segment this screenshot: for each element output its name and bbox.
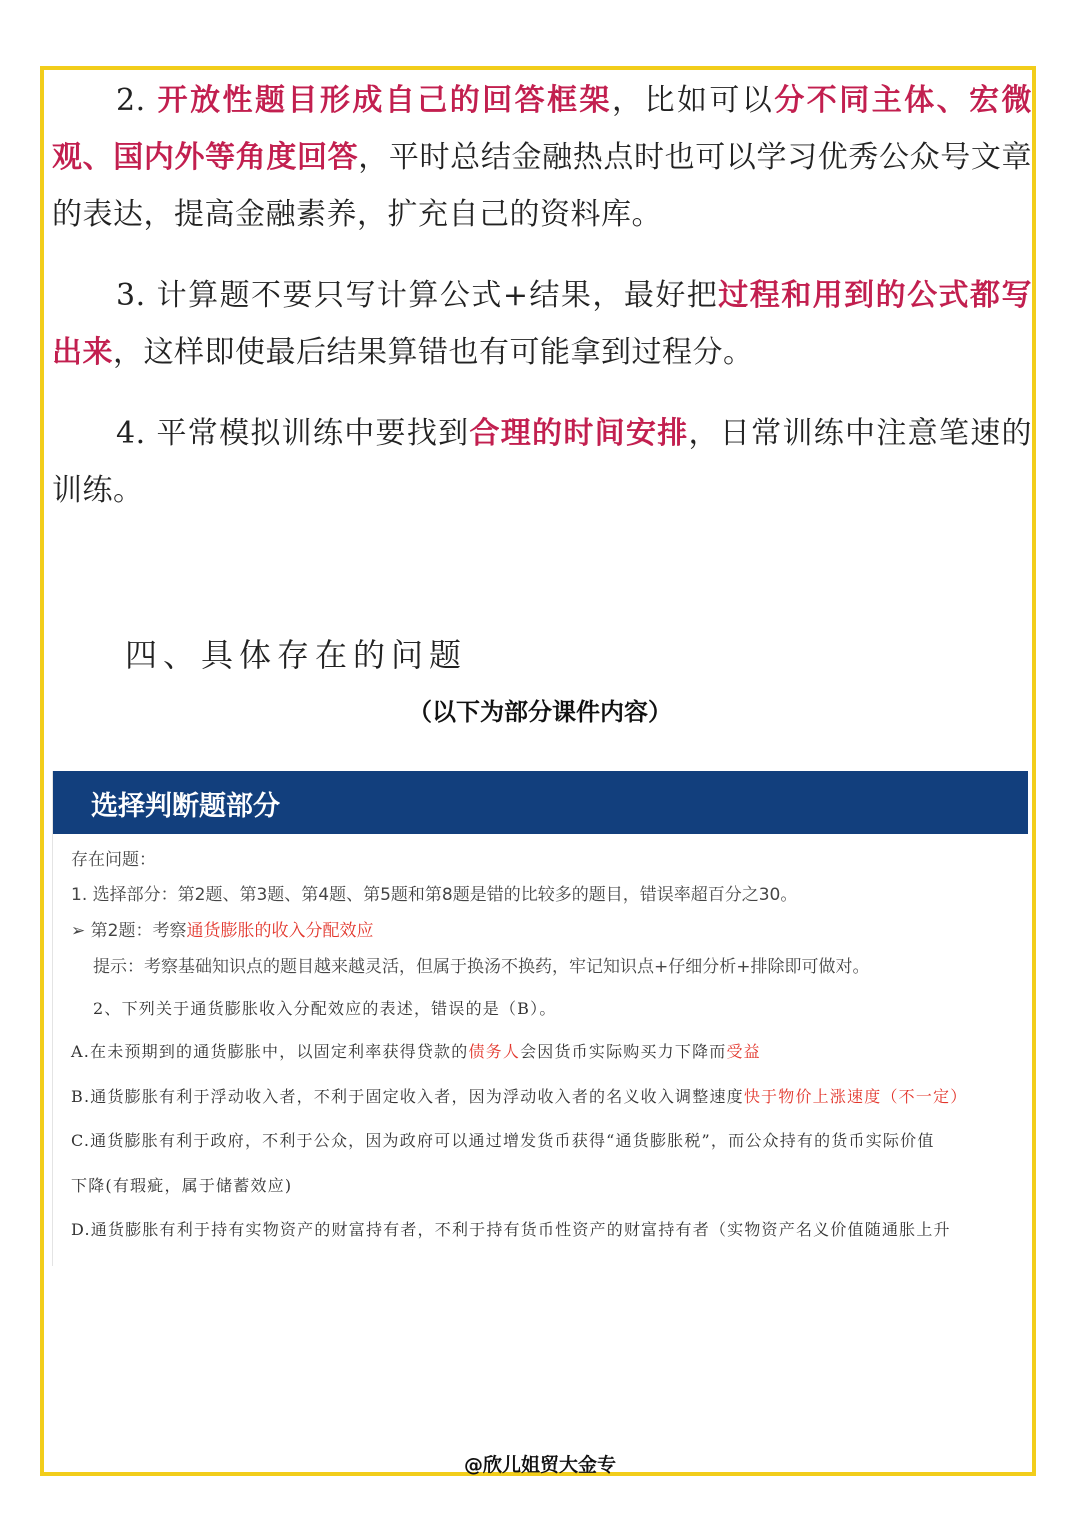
- option-b: B.通货膨胀有利于浮动收入者，不利于固定收入者，因为浮动收入者的名义收入调整速度快于物价上涨速度（不一定）: [71, 1087, 968, 1106]
- option-d: D.通货膨胀有利于持有实物资产的财富持有者，不利于持有货币性资产的财富持有者（实物资产名义价值随通胀上升: [71, 1220, 951, 1239]
- option-a: A.在未预期到的通货膨胀中，以固定利率获得贷款的债务人会因货币实际购买力下降而受益: [71, 1042, 761, 1061]
- tip-paragraph-2: 2. 开放性题目形成自己的回答框架，比如可以分不同主体、宏微观、国内外等角度回答，平时总结金融热点时也可以学习优秀公众号文章的表达，提高金融素养，扩充自己的资料库。: [52, 83, 1033, 232]
- option-c-continued: 下降(有瑕疵，属于储蓄效应): [71, 1176, 293, 1195]
- highlight-angles: 分不同主体、宏微观、国内外等角度回答: [52, 83, 1033, 175]
- section-subtitle: （以下为部分课件内容）: [408, 698, 672, 726]
- tip-paragraph-3: 3. 计算题不要只写计算公式+结果，最好把过程和用到的公式都写出来，这样即使最后结果算错也有可能拿到过程分。: [52, 278, 1033, 370]
- author-credit: @欣儿姐贸大金专: [463, 1454, 616, 1476]
- highlight-process-formulas: 过程和用到的公式都写出来: [52, 278, 1033, 370]
- highlight-answer-framework: 开放性题目形成自己的回答框架: [157, 83, 613, 118]
- slide-line-problems: 存在问题：: [71, 850, 156, 870]
- arrow-bullet-icon: ➢: [71, 921, 86, 941]
- section-heading: 四、具体存在的问题: [125, 636, 468, 674]
- question-stem: 2、下列关于通货膨胀收入分配效应的表述，错误的是（B）。: [93, 999, 557, 1018]
- slide-line-hint: 提示：考察基础知识点的题目越来越灵活，但属于换汤不换药，牢记知识点+仔细分析+排除即可做对。: [93, 957, 870, 977]
- slide-line-question2: ➢ 第2题：考察通货膨胀的收入分配效应: [71, 921, 374, 941]
- tip-paragraph-4: 4. 平常模拟训练中要找到合理的时间安排，日常训练中注意笔速的训练。: [52, 416, 1033, 508]
- slide-title: 选择判断题部分: [53, 771, 1028, 834]
- courseware-slide: [52, 771, 1028, 1266]
- highlight-time-arrangement: 合理的时间安排: [469, 416, 689, 451]
- slide-line-choice-part: 1. 选择部分：第2题、第3题、第4题、第5题和第8题是错的比较多的题目，错误率超百分之30。: [71, 885, 798, 905]
- option-c: C.通货膨胀有利于政府，不利于公众，因为政府可以通过增发货币获得“通货膨胀税”，而公众持有的货币实际价值: [71, 1131, 935, 1150]
